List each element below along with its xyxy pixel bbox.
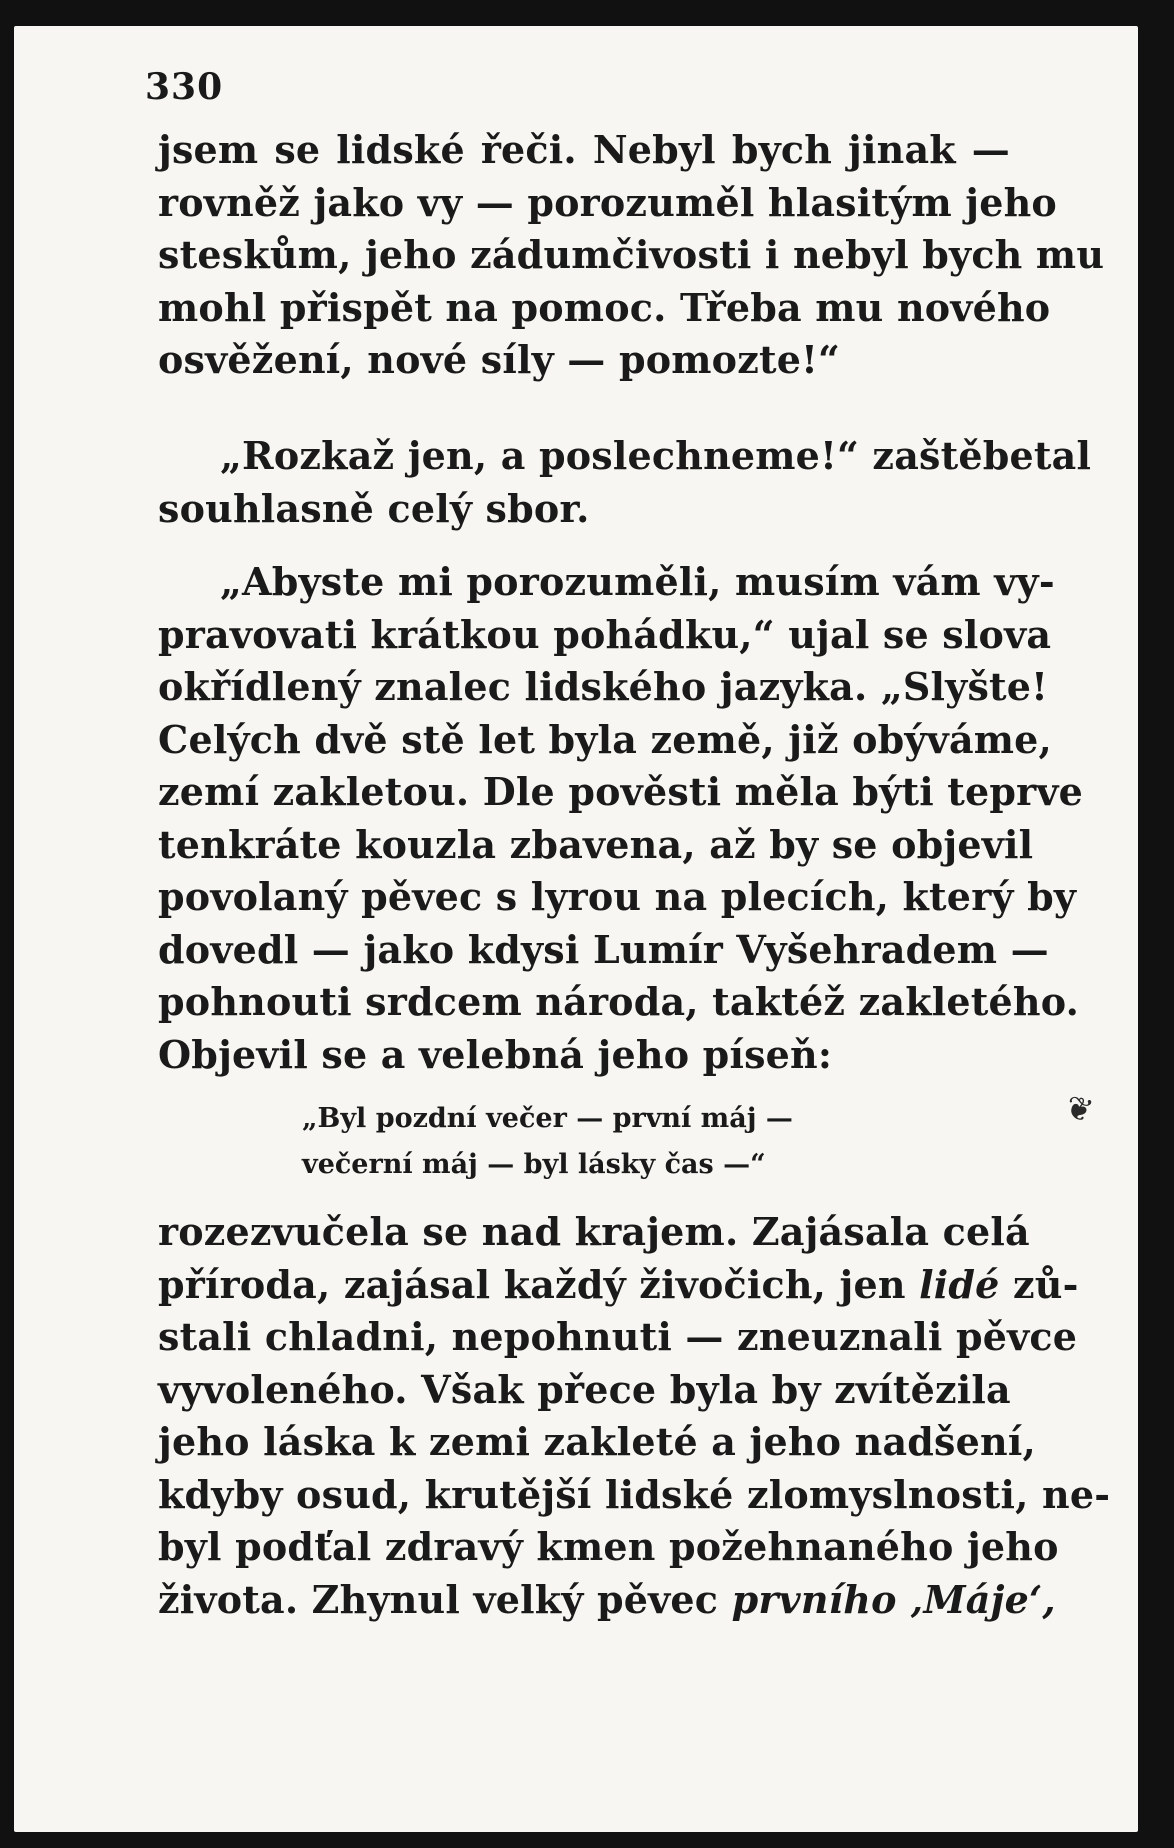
text-line: steskům, jeho zádumčivosti i nebyl bych mu [158,232,1105,277]
line-text: života. Zhynul velký pěvec [158,1576,719,1622]
text-line-with-italic [158,1259,1079,1312]
text-line: jeho láska k zemi zakleté a jeho nadšení, [158,1419,1036,1464]
text-line: mohl přispět na pomoc. Třeba mu nového [158,284,1051,330]
italic-word: prvního [731,1576,897,1622]
page-number: 330 [145,66,224,108]
text-line: osvěžení, nové síly — pomozte!“ [158,337,841,382]
text-line: rovněž jako vy — porozuměl hlasitým jeho [158,179,1057,225]
poem-line: večerní máj — byl lásky čas —“ [302,1149,766,1180]
text-line: okřídlený znalec lidského jazyka. „Slyšte! [158,664,1049,709]
paragraph-4 [158,1206,1111,1626]
text-line: stali chladni, nepohnuti — zneuznali pěvce [158,1314,1078,1359]
paragraph-2 [158,430,1092,535]
text-line: „Rozkaž jen, a poslechneme!“ zaštěbetal [220,433,1092,478]
poem-quote [302,1096,793,1188]
italic-word: lidé [919,1261,1000,1307]
text-line-with-italic [158,1574,1056,1627]
text-line: povolaný pěvec s lyrou na plecích, který by [158,874,1077,919]
italic-title: ‚Máje‘, [910,1576,1056,1622]
text-line: souhlasně celý sbor. [158,485,590,531]
text-line: zemí zakletou. Dle pověsti měla býti teprve [158,769,1084,814]
ink-speck: ❦ [1061,1087,1098,1131]
text-line: Celých dvě stě let byla země, již obýváme, [158,716,1052,762]
text-line: kdyby osud, krutější lidské zlomyslnosti, ne- [158,1471,1111,1517]
paragraph-1 [158,124,1105,387]
line-tail: zů- [1013,1261,1079,1307]
text-line: dovedl — jako kdysi Lumír Vyšehradem — [158,926,1049,972]
text-line: pohnouti srdcem národa, taktéž zakletého. [158,979,1080,1024]
paragraph-3 [158,556,1084,1081]
text-line: pravovati krátkou pohádku,“ ujal se slova [158,611,1052,657]
text-line: jsem se lidské řeči. Nebyl bych jinak — [158,127,1010,172]
text-line: vyvoleného. Však přece byla by zvítězila [158,1366,1011,1412]
text-line: „Abyste mi porozuměli, musím vám vy- [220,559,1055,604]
line-text: příroda, zajásal každý živočich, jen [158,1261,906,1307]
poem-line: „Byl pozdní večer — první máj — [302,1103,793,1134]
text-line: tenkráte kouzla zbavena, až by se objevil [158,821,1034,867]
text-line: rozezvučela se nad krajem. Zajásala celá [158,1209,1030,1254]
text-line: byl podťal zdravý kmen požehnaného jeho [158,1524,1059,1569]
text-line: Objevil se a velebná jeho píseň: [158,1031,833,1077]
